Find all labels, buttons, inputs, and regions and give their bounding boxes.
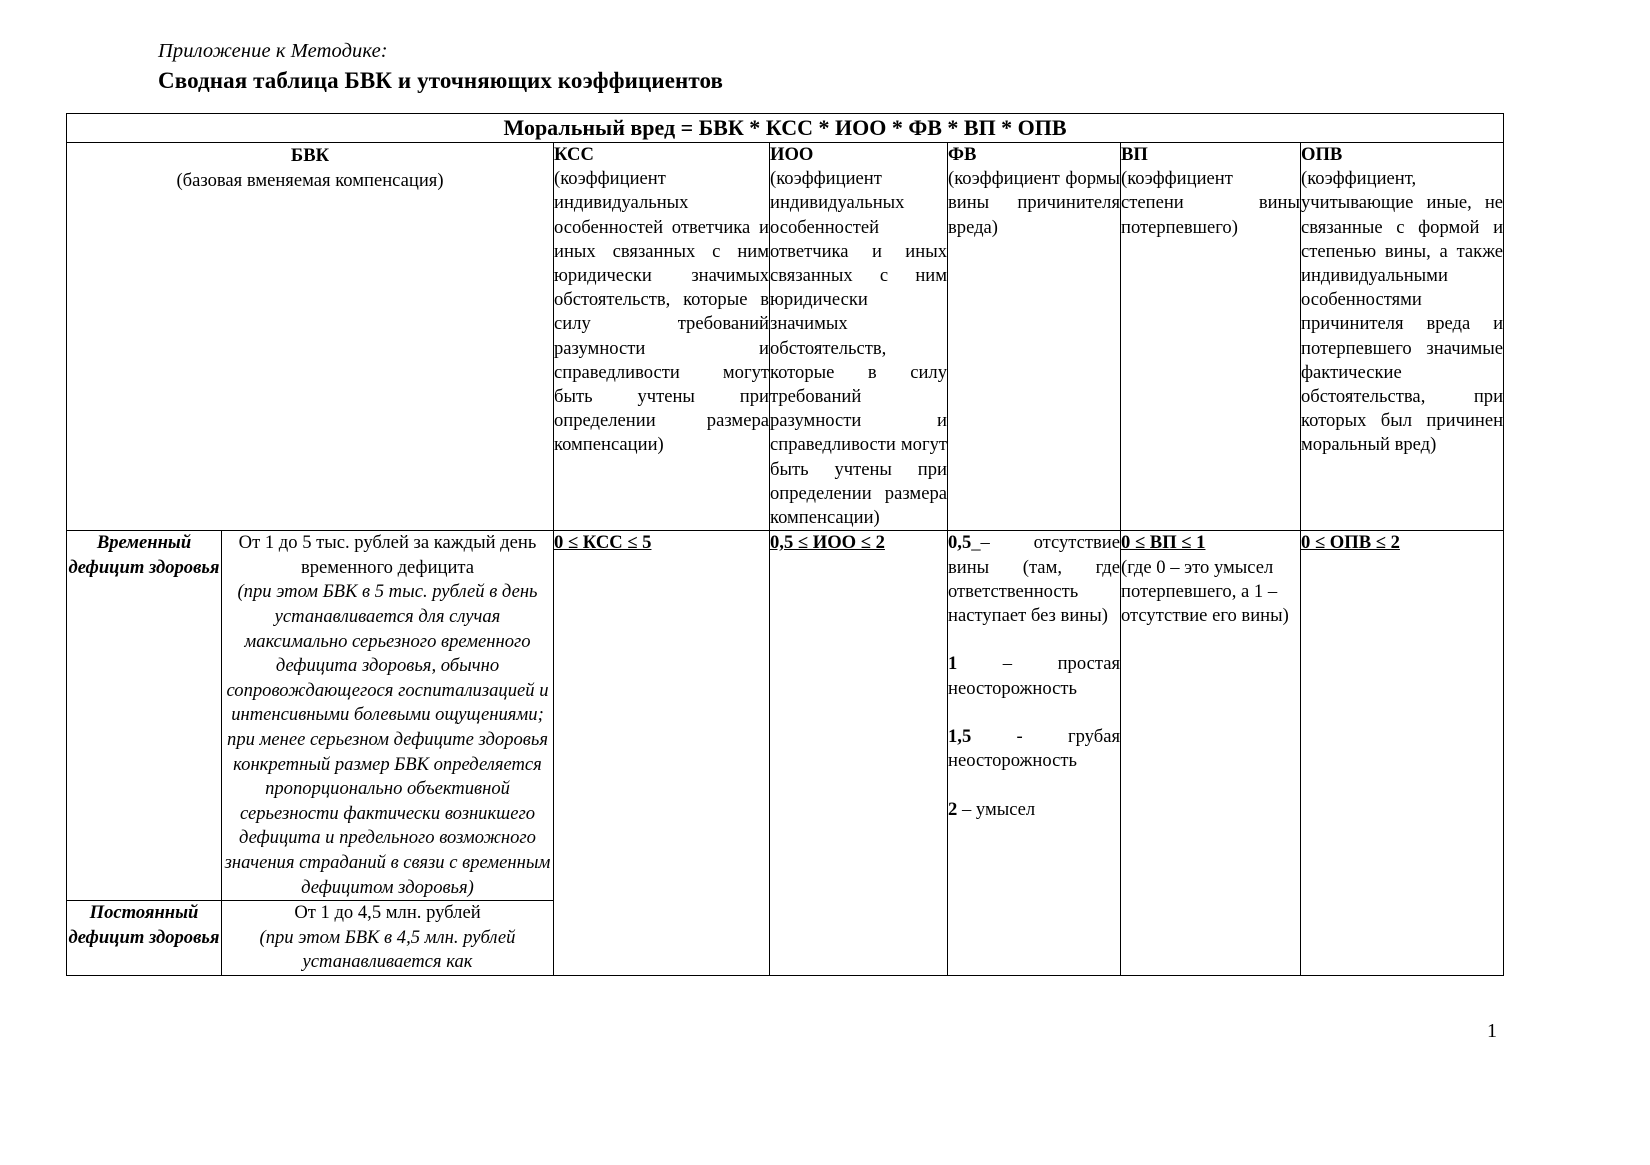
cell-vp-value	[1121, 531, 1301, 976]
bvk-lead: От 1 до 4,5 млн. рублей	[294, 902, 481, 924]
fv-level-3-text: – умысел	[957, 798, 1036, 820]
header-vp-desc: (коэффициент степени вины потерпевшего)	[1121, 168, 1300, 238]
cell-fv-values	[948, 531, 1121, 976]
vp-range: 0 ≤ ВП ≤ 1	[1121, 532, 1206, 554]
page-title: Сводная таблица БВК и уточняющих коэффициентов	[158, 68, 724, 93]
formula-cell: Моральный вред = БВК * КСС * ИОО * ФВ * ВП * ОПВ	[67, 114, 1504, 143]
header-bvk	[67, 143, 554, 531]
bvk-note: (при этом БВК в 5 тыс. рублей в день устанавливается для случая максимально серьезного временного дефицита здоровья, обычно сопровождающегося госпитализацией и интенсивными болевыми ощущениями; при менее серьезном дефиците здоровья конкретный размер БВК определяется пропорционально объективной серьезности фактически возникшего дефицита и предельного возможного значения страданий в связи с временным дефицитом здоровья)	[224, 581, 551, 898]
header-ioo	[770, 143, 948, 531]
bvk-lead: От 1 до 5 тыс. рублей за каждый день временного дефицита	[238, 532, 537, 578]
page-number: 1	[1487, 1020, 1497, 1042]
header-fv-desc: (коэффициент формы вины причинителя вреда)	[948, 168, 1120, 238]
cell-opv-value	[1301, 531, 1504, 976]
table-row-formula	[67, 114, 1504, 143]
spacer	[948, 701, 1120, 725]
header-opv-abbr: ОПВ	[1301, 144, 1343, 165]
header-ioo-abbr: ИОО	[770, 144, 814, 165]
document-heading	[158, 38, 1498, 96]
header-kss	[554, 143, 770, 531]
fv-level-3-value: 2	[948, 798, 958, 820]
row-label-permanent: Постоянный дефицит здоровья	[67, 901, 222, 976]
cell-bvk-permanent	[222, 901, 554, 976]
fv-level-3	[948, 798, 1120, 822]
fv-level-2	[948, 725, 1120, 774]
kss-range: 0 ≤ КСС ≤ 5	[554, 532, 652, 554]
header-bvk-desc: (базовая вменяемая компенсация)	[176, 170, 444, 191]
cell-bvk-temporary	[222, 531, 554, 901]
spacer	[948, 628, 1120, 652]
cell-kss-value	[554, 531, 770, 976]
opv-range: 0 ≤ ОПВ ≤ 2	[1301, 532, 1400, 554]
fv-level-0-text: _– отсутствие вины (там, где ответственность наступает без вины)	[948, 532, 1120, 627]
ioo-range: 0,5 ≤ ИОО ≤ 2	[770, 532, 885, 554]
header-kss-abbr: КСС	[554, 144, 594, 165]
header-vp	[1121, 143, 1301, 531]
header-fv-abbr: ФВ	[948, 144, 977, 165]
row-label-temporary: Временный дефицит здоровья	[67, 531, 222, 901]
fv-level-0	[948, 531, 1120, 628]
table-row-headers	[67, 143, 1504, 531]
spacer	[948, 774, 1120, 798]
table-row	[67, 531, 1504, 901]
fv-level-1-text: – простая неосторожность	[948, 653, 1120, 699]
vp-note: (где 0 – это умысел потерпевшего, а 1 – отсутствие его вины)	[1121, 556, 1289, 627]
fv-level-0-value: 0,5	[948, 532, 972, 554]
bvk-note: (при этом БВК в 4,5 млн. рублей устанавливается как	[259, 926, 516, 973]
header-bvk-abbr: БВК	[290, 145, 330, 166]
header-opv-desc: (коэффициент, учитывающие иные, не связанные с формой и степенью вины, а также индивидуальными особенностями причинителя вреда и потерпевшего значимые фактические обстоятельства, при которых был причинен моральный вред)	[1301, 168, 1504, 456]
fv-level-2-text: - грубая неосторожность	[948, 726, 1120, 772]
header-fv	[948, 143, 1121, 531]
header-opv	[1301, 143, 1504, 531]
document-subtitle: Приложение к Методике:	[158, 40, 388, 62]
header-ioo-desc: (коэффициент индивидуальных особенностей ответчика и иных связанных с ним юридически значимых обстоятельств, которые в силу требований разумности и справедливости могут быть учтены при определении размера компенсации)	[770, 168, 947, 529]
fv-level-2-value: 1,5	[948, 726, 972, 748]
fv-level-1-value: 1	[948, 653, 958, 675]
header-vp-abbr: ВП	[1121, 144, 1148, 165]
cell-ioo-value	[770, 531, 948, 976]
coefficients-table	[66, 113, 1504, 976]
header-kss-desc: (коэффициент индивидуальных особенностей ответчика и иных связанных с ним юридически значимых обстоятельств, которые в силу требований разумности и справедливости могут быть учтены при определении размера компенсации)	[554, 168, 769, 456]
fv-level-1	[948, 652, 1120, 701]
